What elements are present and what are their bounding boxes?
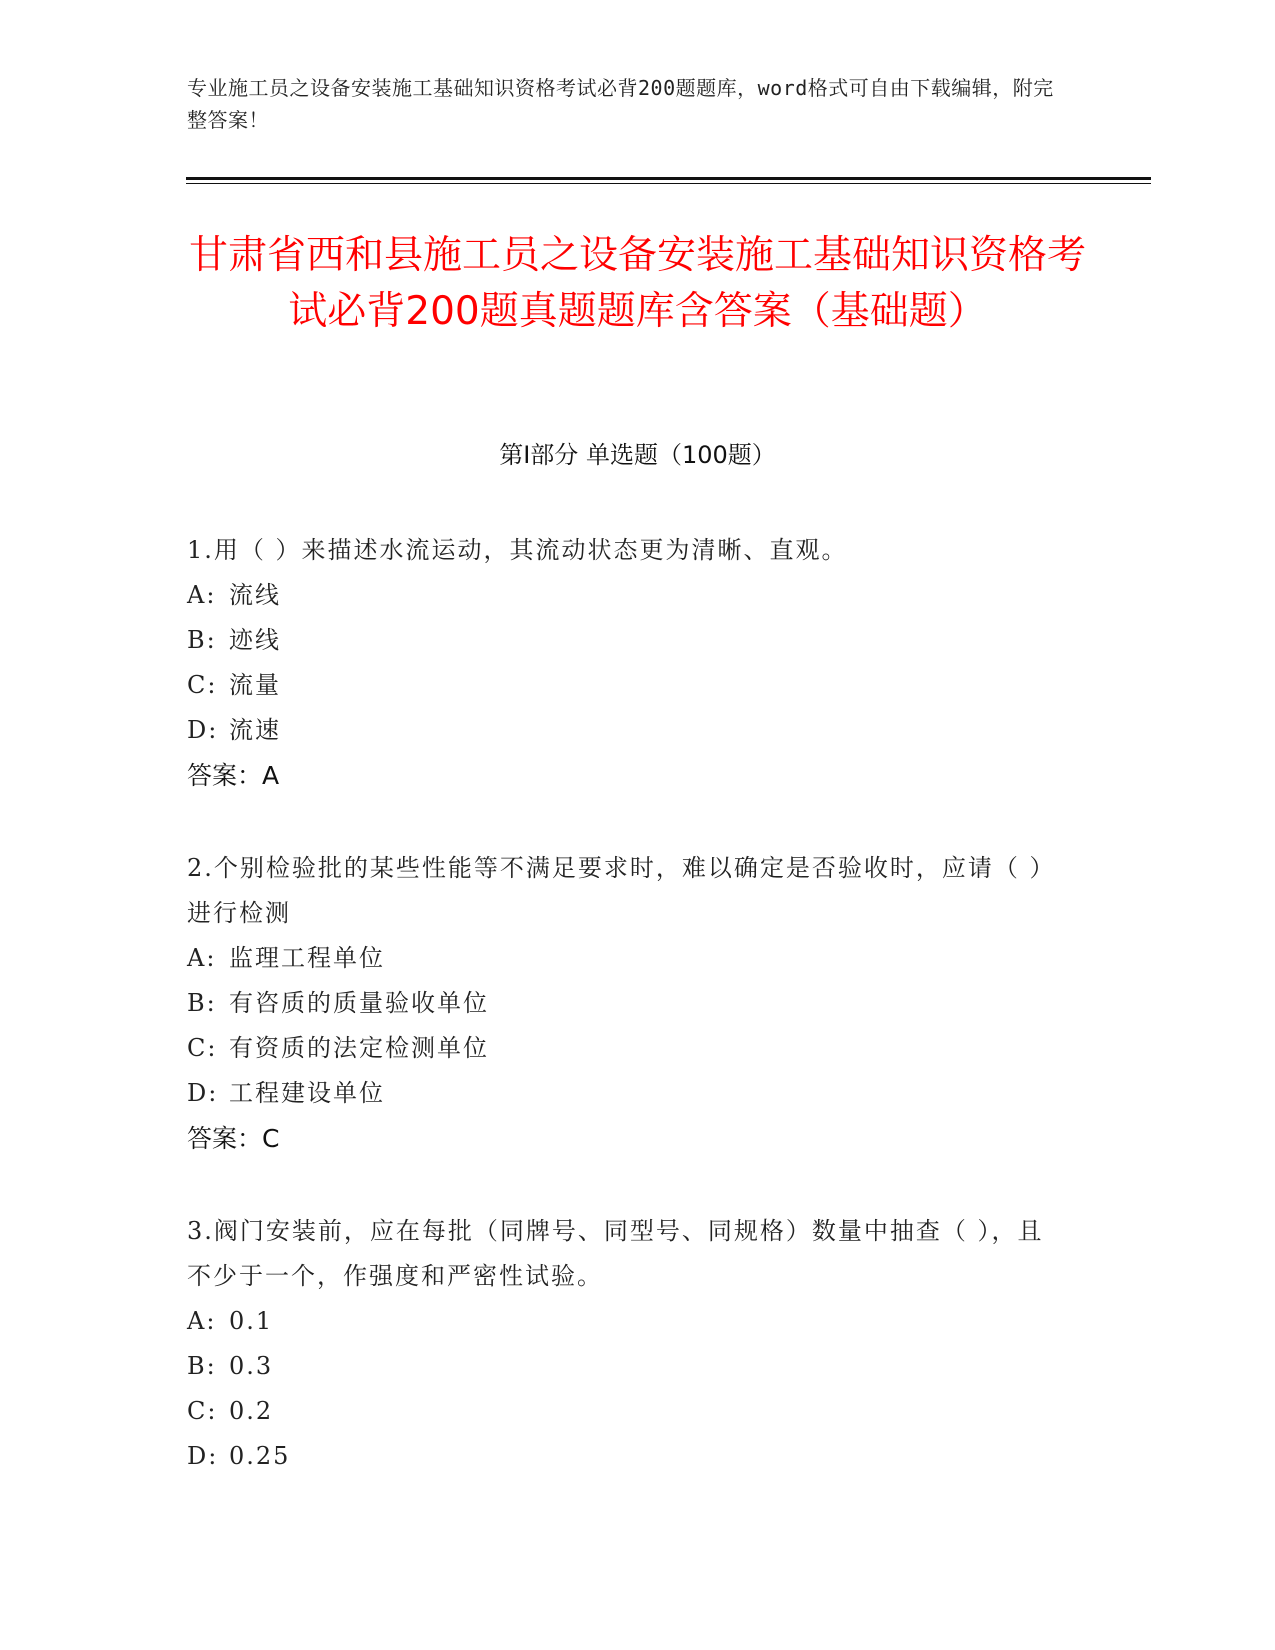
option-letter: D: [187, 1442, 219, 1470]
option-letter: B: [187, 626, 217, 654]
answer-line [187, 1116, 1067, 1161]
question-stem: 3.阀门安装前，应在每批（同牌号、同型号、同规格）数量中抽查（ ），且不少于一个，作强度和严密性试验。 [187, 1217, 1044, 1290]
option-letter: D: [187, 716, 219, 744]
question-3 [187, 1209, 1067, 1479]
option-text: 流量 [229, 671, 281, 699]
option-text: 有咨质的质量验收单位 [229, 989, 489, 1017]
document-intro: 专业施工员之设备安装施工基础知识资格考试必背200题题库，word格式可自由下载编辑，附完整答案！ [187, 76, 1054, 132]
option-text: 0.2 [229, 1397, 274, 1425]
question-list [187, 528, 1067, 1527]
option-c [187, 663, 1067, 708]
option-letter: C: [187, 1034, 218, 1062]
option-letter: A: [187, 944, 217, 972]
option-letter: B: [187, 989, 217, 1017]
question-1 [187, 528, 1067, 798]
option-d [187, 1434, 1067, 1479]
document-title: 甘肃省西和县施工员之设备安装施工基础知识资格考试必背200题真题题库含答案（基础题） [188, 233, 1086, 334]
option-a [187, 1299, 1067, 1344]
option-letter: C: [187, 671, 218, 699]
option-letter: A: [187, 581, 217, 609]
option-text: 工程建设单位 [229, 1079, 385, 1107]
option-a [187, 936, 1067, 981]
header-rule-thick [186, 177, 1151, 180]
option-b [187, 981, 1067, 1026]
option-a [187, 573, 1067, 618]
answer-label: 答案： [187, 1124, 263, 1153]
option-text: 迹线 [229, 626, 281, 654]
question-stem: 2.个别检验批的某些性能等不满足要求时，难以确定是否验收时，应请（ ）进行检测 [187, 854, 1056, 927]
option-d [187, 1071, 1067, 1116]
answer-label: 答案： [187, 761, 263, 790]
question-2 [187, 846, 1067, 1161]
option-letter: B: [187, 1352, 217, 1380]
answer-value: C [262, 1124, 280, 1153]
option-text: 0.1 [229, 1307, 274, 1335]
question-stem: 1.用（ ）来描述水流运动，其流动状态更为清晰、直观。 [187, 536, 848, 564]
option-c [187, 1026, 1067, 1071]
option-letter: A: [187, 1307, 217, 1335]
option-letter: C: [187, 1397, 218, 1425]
option-text: 0.25 [229, 1442, 291, 1470]
header-rule-thin [186, 183, 1151, 184]
option-text: 0.3 [229, 1352, 274, 1380]
answer-line [187, 753, 1067, 798]
option-letter: D: [187, 1079, 219, 1107]
option-b [187, 618, 1067, 663]
option-text: 有资质的法定检测单位 [229, 1034, 489, 1062]
option-text: 流线 [229, 581, 281, 609]
option-c [187, 1389, 1067, 1434]
option-d [187, 708, 1067, 753]
option-text: 流速 [229, 716, 281, 744]
option-text: 监理工程单位 [229, 944, 385, 972]
option-b [187, 1344, 1067, 1389]
answer-value: A [262, 761, 280, 790]
section-title: 第Ⅰ部分 单选题（100题） [499, 441, 776, 469]
